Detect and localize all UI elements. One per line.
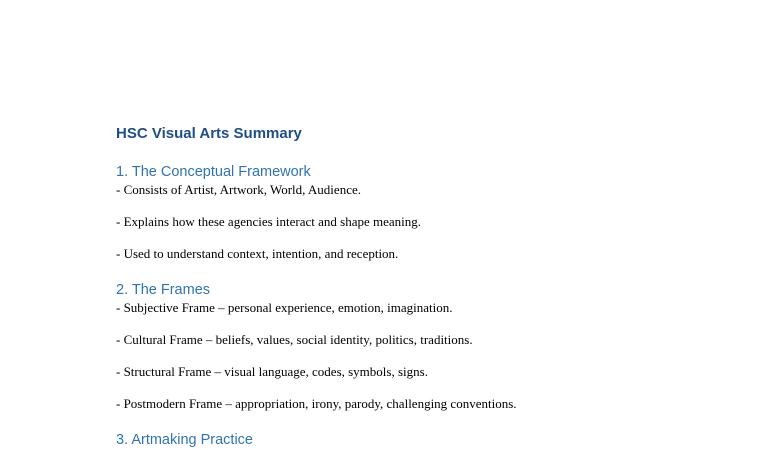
list-item: - Structural Frame – visual language, codes, symbols, signs. xyxy=(116,364,428,379)
list-item: - Postmodern Frame – appropriation, irony, parody, challenging conventions. xyxy=(116,396,517,411)
list-item: - Cultural Frame – beliefs, values, social identity, politics, traditions. xyxy=(116,332,473,347)
section-heading: 1. The Conceptual Framework xyxy=(116,164,311,180)
list-item: - Subjective Frame – personal experience, emotion, imagination. xyxy=(116,300,453,315)
list-item: - Explains how these agencies interact and shape meaning. xyxy=(116,214,422,229)
section-heading: 2. The Frames xyxy=(116,282,211,298)
section-heading: 3. Artmaking Practice xyxy=(116,432,253,448)
section-frames xyxy=(116,280,756,412)
section-artmaking-practice xyxy=(116,430,756,450)
section-conceptual-framework xyxy=(116,162,756,262)
document-title: HSC Visual Arts Summary xyxy=(116,125,302,142)
list-item: - Used to understand context, intention, and reception. xyxy=(116,246,399,261)
list-item: - Consists of Artist, Artwork, World, Audience. xyxy=(116,182,361,197)
document-body xyxy=(116,124,756,450)
